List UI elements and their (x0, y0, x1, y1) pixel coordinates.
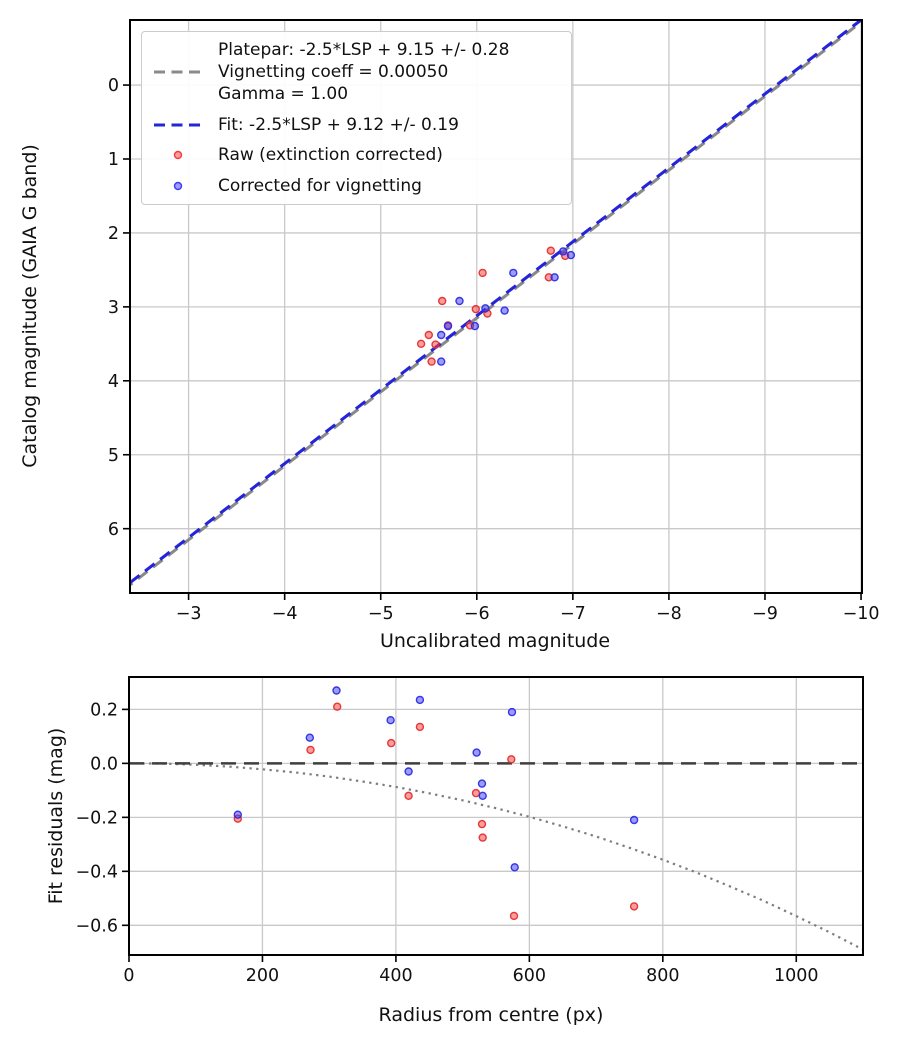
x-tick-label: −5 (367, 604, 394, 624)
y-tick-label: −0.4 (75, 862, 118, 883)
data-point (547, 247, 554, 254)
data-point (510, 269, 517, 276)
y-tick-label: 1 (107, 150, 119, 171)
top-x-axis-label: Uncalibrated magnitude (379, 630, 611, 652)
platepar-dashed-line-icon (152, 68, 204, 76)
data-point (333, 687, 340, 694)
fit-residuals-tick-labels (76, 701, 819, 986)
legend (141, 31, 572, 205)
data-point (387, 717, 394, 724)
data-point (439, 298, 446, 305)
fit-residuals-ticks (122, 709, 796, 962)
data-point (479, 821, 486, 828)
y-tick-label: 0.0 (90, 754, 118, 775)
x-tick-label: −4 (271, 604, 298, 624)
data-point (511, 912, 518, 919)
legend-entry-fit (152, 114, 561, 136)
data-point (473, 790, 480, 797)
legend-label-raw: Raw (extinction corrected) (218, 145, 443, 166)
data-point (473, 749, 480, 756)
data-point (471, 323, 478, 330)
legend-label-platepar (218, 39, 509, 105)
data-point (432, 341, 439, 348)
y-tick-label: 5 (107, 445, 119, 466)
data-point (456, 298, 463, 305)
data-point (479, 792, 486, 799)
fit-dashed-line-icon (152, 121, 204, 129)
data-point (479, 780, 486, 787)
y-tick-label: 0.2 (90, 700, 118, 721)
data-point (479, 269, 486, 276)
legend-platepar-line-1: Platepar: -2.5*LSP + 9.15 +/- 0.28 (218, 40, 510, 60)
x-tick-label: −9 (752, 604, 778, 624)
y-tick-label: 6 (107, 519, 119, 540)
x-tick-label: 200 (245, 966, 280, 986)
vignetting-model-curve (129, 763, 863, 949)
legend-entry-corrected (152, 175, 561, 197)
legend-platepar-line-3: Gamma = 1.00 (218, 84, 349, 104)
y-tick-label: 0 (107, 76, 119, 97)
x-tick-label: −8 (656, 604, 682, 624)
legend-platepar-line-2: Vignetting coeff = 0.00050 (218, 62, 449, 82)
x-tick-label: −6 (463, 604, 490, 624)
data-point (631, 903, 638, 910)
data-point (631, 817, 638, 824)
bottom-y-axis-label: Fit residuals (mag) (45, 727, 67, 905)
data-point (511, 864, 518, 871)
data-point (306, 734, 313, 741)
fit-residuals-series-raw (234, 703, 637, 919)
data-point (509, 709, 516, 716)
x-tick-label: 0 (123, 966, 135, 986)
x-tick-label: 400 (379, 966, 413, 986)
y-tick-label: 4 (107, 371, 119, 392)
x-tick-label: −3 (175, 604, 202, 624)
data-point (445, 323, 452, 330)
data-point (416, 723, 423, 730)
fit-residuals-series-corrected (234, 687, 637, 871)
x-tick-label: 1000 (773, 966, 819, 986)
data-point (388, 740, 395, 747)
data-point (560, 248, 567, 255)
legend-entry-platepar (152, 39, 561, 105)
data-point (405, 768, 412, 775)
data-point (428, 358, 435, 365)
x-tick-label: 800 (646, 966, 680, 986)
data-point (438, 332, 445, 339)
data-point (418, 340, 425, 347)
data-point (479, 834, 486, 841)
y-tick-label: −0.6 (75, 916, 118, 937)
data-point (234, 811, 241, 818)
legend-label-fit: Fit: -2.5*LSP + 9.12 +/- 0.19 (218, 114, 459, 135)
data-point (472, 306, 479, 313)
data-point (416, 696, 423, 703)
data-point (482, 305, 489, 312)
fit-residuals-chart (76, 677, 864, 986)
data-point (334, 703, 341, 710)
data-point (501, 307, 508, 314)
y-tick-label: 2 (107, 224, 119, 245)
data-point (567, 252, 574, 259)
y-tick-label: 3 (107, 297, 119, 318)
y-tick-label: −0.2 (75, 808, 118, 829)
x-tick-label: −7 (559, 604, 586, 624)
data-point (405, 792, 412, 799)
raw-dot-icon (152, 150, 204, 160)
corrected-dot-icon (152, 181, 204, 191)
legend-label-corrected: Corrected for vignetting (218, 175, 422, 196)
data-point (551, 274, 558, 281)
data-point (508, 756, 515, 763)
data-point (438, 358, 445, 365)
x-tick-label: −10 (842, 604, 880, 624)
x-tick-label: 600 (512, 966, 547, 986)
top-y-axis-label: Catalog magnitude (GAIA G band) (19, 144, 41, 468)
bottom-x-axis-label: Radius from centre (px) (378, 1004, 604, 1026)
data-point (425, 332, 432, 339)
data-point (307, 746, 314, 753)
legend-entry-raw (152, 144, 561, 166)
